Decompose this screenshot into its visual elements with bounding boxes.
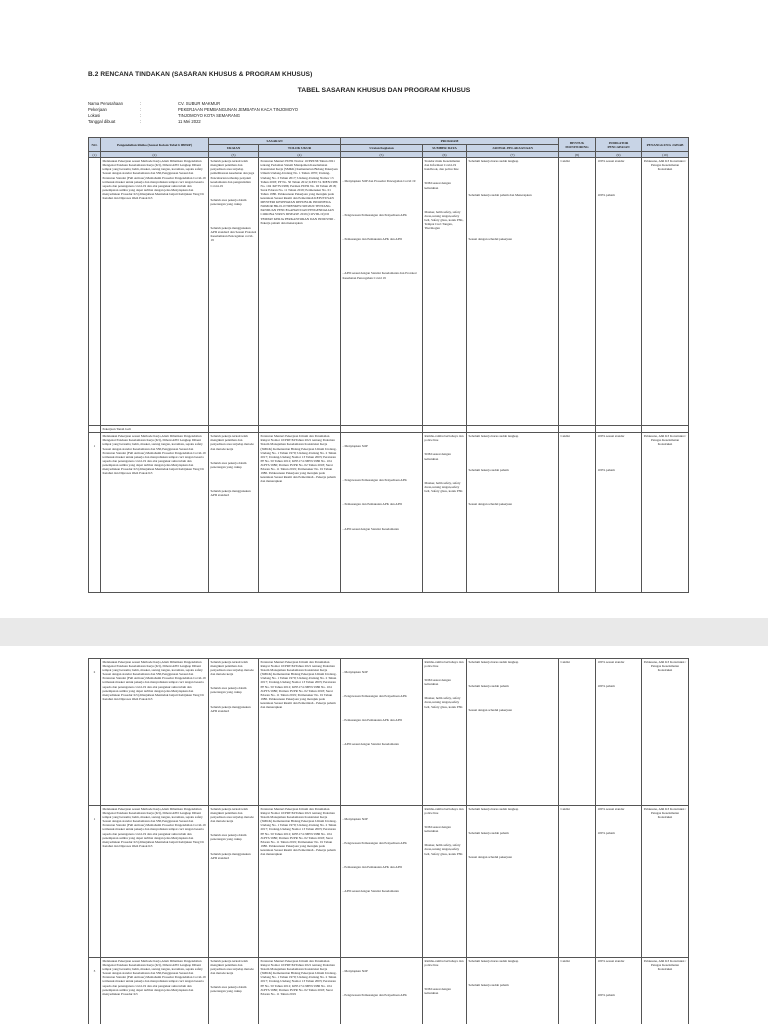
monitoring-cell: Ceklist	[559, 158, 596, 426]
kegiatan-item: - Pemasangan dan Pemakaian APK dan APD	[342, 502, 402, 507]
row-number	[89, 158, 101, 426]
sumber-daya-cell	[423, 659, 467, 806]
col-number: (4)	[259, 152, 341, 158]
col-number: (6)	[423, 152, 467, 158]
monitoring-cell: Ceklist	[559, 806, 596, 958]
jadwal-item: Sebelum bekerja sudah paham dan Menerapkan	[468, 193, 532, 198]
tolok-ukur-text: Peraturan Menteri Pekerjaan Umum dan Perumahan Rakyat Nomor 10/PRT/M/Tahun 2021 tentang Pedoman Sistem Manajemen Keselamatan Konstruksi Kerja (SMKK) Kementerian Bidang Pekerjaan Umum Undang-Undang No. 1 Tahun 1970; Undang-Undang No. 2 Tahun 2017; Undang-Undang Nomor 13 Tahun 2003; Peraturan PP No. 50 Tahun 2012; KEP.174 /MEN/1986 No. 104 /KPTS/1986; Permen PUPR No. 02 Tahun 2018; Surat Edaran No. 11 Tahun 2019; Permenaker No. 01 Tahun 1980. Pelaksanaan Pekerjaan yang merujuk pada ketentuan Sesuai Resmi dan Pemerintah - Pekerja paham dan menerapkan	[259, 433, 341, 593]
indikator-item: 100% paham	[597, 684, 615, 689]
info-separator: :	[140, 101, 142, 106]
row-number-value: 2	[93, 670, 96, 674]
col-uraian-kegiatan: Uraian Kegiatan	[341, 145, 423, 152]
table-row	[89, 958, 689, 1024]
kegiatan-cell	[341, 659, 423, 806]
info-value: TINJOMOYO KOTA SEMARANG	[178, 112, 241, 118]
jadwal-item: Sebelum bekerja harus sudah lengkap	[468, 959, 519, 963]
uraian-item: Seluruh area pekerja dalam penerangan yang cukup	[210, 833, 247, 842]
uraian-item: Seluruh area pekerja dalam penerangan yang cukup	[210, 985, 247, 994]
row-number-value: 1	[93, 444, 96, 449]
row-number-value: 3	[93, 969, 96, 973]
table-row	[89, 158, 689, 426]
uraian-cell	[209, 806, 259, 958]
col-number: (1)	[89, 152, 101, 158]
tolok-ukur-text: Peraturan Menteri Pekerjaan Umum dan Perumahan Rakyat Nomor 10/PRT/M/Tahun 2021 tentang Pedoman Sistem Manajemen Keselamatan Konstruksi Kerja (SMKK) Kementerian Bidang Pekerjaan Umum Undang-Undang No. 1 Tahun 1970; Undang-Undang No. 2 Tahun 2017; Undang-Undang Nomor 13 Tahun 2003; Peraturan PP No. 50 Tahun 2012; KEP.174 /MEN/1986 No. 104 /KPTS/1986; Permen PUPR No. 02 Tahun 2018; Surat Edaran No. 11 Tahun 2019; Permenaker No. 01 Tahun 1980. Pelaksanaan Pekerjaan yang merujuk pada ketentuan Sesuai Resmi dan Pemerintah - Pekerja paham dan menerapkan	[259, 806, 341, 958]
uraian-item: Seluruh pekerja menggunakan APD standard	[210, 488, 251, 497]
jadwal-item: Sebelum bekerja harus sudah lengkap	[468, 807, 519, 811]
empty-cell	[341, 426, 423, 433]
row-number	[89, 426, 101, 433]
sumber-item: Rambu-rambu berbahaya dan police line	[424, 959, 464, 968]
col-risk-control: Pengendalian Risiko (Sesuai Kolom Tabel 6 IBPRP)	[101, 138, 209, 152]
sumber-item: SDM sesuai dengan kebutuhan	[424, 678, 451, 687]
uraian-item: Seluruh pekerja terkait telah mengikuti pelatihan dan penyediaan area terjadap pemeliharaan kesehatan dan juga Pencaharian terhadap penyakit keselamatan dan pengendalian Covid-19	[210, 159, 255, 188]
col-number: (2)	[101, 152, 209, 158]
table-row	[89, 659, 689, 806]
jadwal-item: Sebelum bekerja sudah paham	[468, 684, 509, 689]
col-tolok-ukur: TOLOK UKUR	[259, 145, 341, 152]
kegiatan-item: - Pengawasan Pemasangan dan Penyediaan APK	[342, 694, 407, 699]
sumber-item: Masker, helm safety, safety dress,sarung tangan,safety belt, Safety glass, kotak P3K	[424, 480, 463, 493]
row-number	[89, 958, 101, 1024]
monitoring-cell: Ceklist	[559, 433, 596, 593]
uraian-cell	[209, 433, 259, 593]
kegiatan-item: - Pengawasan Pemasangan dan Penyediaan APK	[342, 478, 407, 483]
col-number: (9)	[596, 152, 642, 158]
kegiatan-item: - Menyiapkan SOP dan Prosedur Pencegahan Covid 19	[342, 179, 416, 184]
kegiatan-item: - Menyiapkan SOP	[342, 969, 368, 973]
tolok-ukur-text: Peraturan Menteri PUPR Nomor 10/PRT/M/Tahun 2021 tentang Pedoman Sistem Manajemen Keselamatan Konstruksi Kerja (SMKK) Kementerian Bidang Pekerjaan Umum Undang-Undang No. 1 Tahun 1970; Undang-Undang No. 2 Tahun 2017; Undang-Undang Nomor 13 Tahun 2003; PP No. 50 Tahun 2012; KEP.174 /MEN/1986 No. 104 /KPTS/1986; Permen PUPR No. 02 Tahun 2018; Surat Edaran No. 11 Tahun 2019; Permenaker No. 01 Tahun 1980. Pelaksanaan Pekerjaan yang merujuk pada ketentuan Sesuai Resmi dan Pemerintah KEPUTUSAN MENTERI KESEHATAN REPUBLIK INDONESIA NOMOR HK.01.07/MENKES/328/2020 TENTANG PANDUAN PENCEGAHAN DAN PENGENDALIAN CORONA VIRUS DISEASE 2019 (COVID-19) DI TEMPAT KERJA PERKANTORAN DAN INDUSTRI - Pekerja paham dan menerapkan	[259, 158, 341, 426]
col-no: NO.	[89, 138, 101, 152]
indikator-item: 100% paham	[597, 993, 615, 998]
info-separator: :	[140, 118, 142, 124]
program-table-page-1	[88, 137, 689, 593]
sumber-daya-cell	[423, 958, 467, 1024]
kegiatan-cell	[341, 958, 423, 1024]
uraian-item: Seluruh pekerja menggunakan APD standard dan Sesuai Protokol Keselamatan Pencegahan covid-19	[210, 226, 257, 243]
empty-cell	[596, 426, 642, 433]
indikator-cell	[596, 433, 642, 593]
uraian-item: Seluruh area pekerja dalam penerangan yang cukup	[210, 197, 247, 206]
uraian-item: Seluruh pekerja terkait telah mengikuti pelatihan dan penyediaan area terjadap metode dan metode kerja	[210, 660, 254, 677]
sumber-daya-cell	[423, 433, 467, 593]
col-jadwal: JADWAL PELAKSANAAN	[467, 145, 559, 152]
col-number: (7)	[467, 152, 559, 158]
section-title: B.2 RENCANA TINDAKAN (SASARAN KHUSUS & PROGRAM KHUSUS)	[88, 71, 313, 78]
risk-control-text: Melakukan Pekerjaan sesuai Methode Kerja,Alam Dibutikan Pengendalian Mengenai Panduan Keselamatan Kerja (K3), Dibeni APD Lengkap Dibeni tempat yang bersama; helm, masker, sarung tangan, kacamata, sepatu safety Sesuai dengan standar Keselamatan dan SNI,Penggunaan Sesuai dan Peraturan Standar (Full Armour) Memahami Prosedur Pengendalian Covid-19 termasuk masker untuk pekerja dan menyediakan tempat cuci tangan beserta sepeda dan penanganan covid-19 dan alat pengukur suhu tubuh dan penempatan sambu yang dapat terlihat dengan jelas.Menyiapkan dan menyediakan Prosedur K3 (dilanjutkan Menindak lanjuti Kebijakan Yang Di Ketahui dan Diproses Oleh Pokok K3	[101, 158, 209, 426]
jadwal-cell	[467, 806, 559, 958]
empty-cell	[259, 426, 341, 433]
info-label: Lokasi	[88, 112, 101, 118]
sumber-item: SDM sesuai dengan kebutuhan	[424, 181, 451, 190]
table-row	[89, 433, 689, 593]
indikator-item: 100% sesuai standar	[597, 159, 625, 164]
jadwal-item: Sesuai dengan schedul pekerjaan	[468, 708, 512, 713]
indikator-item: 100% sesuai standar	[597, 959, 625, 963]
sumber-item: SDM sesuai dengan kebutuhan	[424, 452, 451, 461]
uraian-item: Seluruh pekerja terkait telah mengikuti pelatihan dan penyediaan area terjadap metode dan metode kerja	[210, 959, 254, 976]
sumber-daya-cell	[423, 806, 467, 958]
kegiatan-cell	[341, 433, 423, 593]
indikator-cell	[596, 806, 642, 958]
uraian-item: Seluruh area pekerja dalam penerangan yang cukup	[210, 686, 247, 695]
jadwal-item: Sebelum bekerja harus sudah lengkap	[468, 159, 519, 164]
col-sasaran: SASARAN	[209, 138, 341, 145]
kegiatan-item: - Menyiapkan SOP	[342, 817, 368, 821]
jadwal-cell	[467, 158, 559, 426]
kegiatan-item: - Pengawasan Pemasangan dan Penyediaan APK	[342, 993, 407, 998]
sumber-item: Rambu-rambu berbahaya dan police line	[424, 807, 464, 816]
sumber-item: SDM sesuai dengan kebutuhan	[424, 987, 451, 996]
penanggung-jawab-cell: Pelaksana, Ahli K3 Konstruksi / Petugas Keselamatan Konstruksi	[642, 433, 689, 593]
uraian-item: Seluruh pekerja terkait telah mengikuti pelatihan dan penyediaan area terjadap metode dan metode kerja	[210, 434, 254, 451]
row-number	[89, 659, 101, 806]
table-row	[89, 426, 689, 433]
risk-control-text: Melakukan Pekerjaan sesuai Methode Kerja,Alam Dibutikan Pengendalian Mengenai Panduan Keselamatan Kerja (K3), Dibeni APD Lengkap Dibeni tempat yang bersama; helm, masker, sarung tangan, kacamata, sepatu safety Sesuai dengan standar Keselamatan dan SNI,Penggunaan Sesuai dan Peraturan Standar (Full Armour) Memahami Prosedur Pengendalian Covid-19 termasuk masker untuk pekerja dan menyediakan tempat cuci tangan beserta sepeda dan penanganan covid-19 dan alat pengukur suhu tubuh dan penempatan sambu yang dapat terlihat dengan jelas.Menyiapkan dan menyediakan Prosedur K3 (dilanjutkan Menindak lanjuti Kebijakan Yang Di Ketahui dan Diproses Oleh Pokok K3	[101, 806, 209, 958]
indikator-cell	[596, 958, 642, 1024]
col-indikator: INDIKATOR PENCAPAIAN	[596, 138, 642, 152]
col-penanggung-jawab: PENANGGUNG JAWAB	[642, 138, 689, 152]
uraian-cell	[209, 158, 259, 426]
tolok-ukur-text: Peraturan Menteri Pekerjaan Umum dan Perumahan Rakyat Nomor 10/PRT/M/Tahun 2021 tentang Pedoman Sistem Manajemen Keselamatan Konstruksi Kerja (SMKK) Kementerian Bidang Pekerjaan Umum Undang-Undang No. 1 Tahun 1970; Undang-Undang No. 2 Tahun 2017; Undang-Undang Nomor 13 Tahun 2003; Peraturan PP No. 50 Tahun 2012; KEP.174 /MEN/1986 No. 104 /KPTS/1986; Permen PUPR No. 02 Tahun 2018; Surat Edaran No. 11 Tahun 2019	[259, 958, 341, 1024]
tolok-ukur-text: Peraturan Menteri Pekerjaan Umum dan Perumahan Rakyat Nomor 10/PRT/M/Tahun 2021 tentang Pedoman Sistem Manajemen Keselamatan Konstruksi Kerja (SMKK) Kementerian Bidang Pekerjaan Umum Undang-Undang No. 1 Tahun 1970; Undang-Undang No. 2 Tahun 2017; Undang-Undang Nomor 13 Tahun 2003; Peraturan PP No. 50 Tahun 2012; KEP.174 /MEN/1986 No. 104 /KPTS/1986; Permen PUPR No. 02 Tahun 2018; Surat Edaran No. 11 Tahun 2019; Permenaker No. 01 Tahun 1980. Pelaksanaan Pekerjaan yang merujuk pada ketentuan Sesuai Resmi dan Pemerintah - Pekerja paham dan menerapkan	[259, 659, 341, 806]
empty-cell	[423, 426, 467, 433]
penanggung-jawab-cell: Pelaksana, Ahli K3 Konstruksi / Petugas Keselamatan Konstruksi	[642, 659, 689, 806]
row-number	[89, 806, 101, 958]
jadwal-cell	[467, 958, 559, 1024]
jadwal-item: Sebelum bekerja harus sudah lengkap	[468, 434, 519, 439]
sumber-daya-cell	[423, 158, 467, 426]
kegiatan-item: - Menyiapkan SOP	[342, 444, 368, 449]
jadwal-cell	[467, 433, 559, 593]
indikator-item: 100% paham	[597, 468, 615, 473]
sumber-item: Rambu-rambu berbahaya dan police line	[424, 660, 464, 669]
block-title: Pekerjaan Tanah Galt	[101, 426, 209, 433]
penanggung-jawab-cell: Pelaksana, Ahli K3 Konstruksi / Petugas Keselamatan Konstruksi	[642, 806, 689, 958]
monitoring-cell: Ceklist	[559, 659, 596, 806]
kegiatan-item: - Pemasangan dan Pemakaian APK dan APD	[342, 237, 402, 242]
col-number: (10)	[642, 152, 689, 158]
uraian-item: Seluruh area pekerja dalam penerangan yang cukup	[210, 460, 247, 469]
monitoring-cell: Ceklist	[559, 958, 596, 1024]
kegiatan-item: - APD sesuai dengan Standar Keselamatan	[342, 889, 399, 894]
kegiatan-item: - Menyiapkan SOP	[342, 670, 368, 674]
kegiatan-item: - Pengawasan Pemasangan dan Penyediaan APK	[342, 841, 407, 846]
info-value: PEKERJAAN PEMBANGUNAN JEMBATAN KACA TINJOMOYO	[178, 106, 299, 112]
sumber-item: Rambu-rambu berbahaya dan police line	[424, 434, 464, 443]
indikator-cell	[596, 659, 642, 806]
risk-control-text: Melakukan Pekerjaan sesuai Methode Kerja,Alam Dibutikan Pengendalian Mengenai Panduan Keselamatan Kerja (K3), Dibeni APD Lengkap Dibeni tempat yang bersama; helm, masker, sarung tangan, kacamata, sepatu safety Sesuai dengan standar Keselamatan dan SNI,Penggunaan Sesuai dan Peraturan Standar (Full Armour) Memahami Prosedur Pengendalian Covid-19 termasuk masker untuk pekerja dan menyediakan tempat cuci tangan beserta sepeda dan penanganan covid-19 dan alat pengukur suhu tubuh dan penempatan sambu yang dapat terlihat dengan jelas.Menyiapkan dan menyediakan Prosedur K3 (dilanjutkan Menindak lanjuti Kebijakan Yang Di Ketahui dan Diproses Oleh Pokok K3	[101, 433, 209, 593]
document-page-2	[0, 646, 768, 1024]
info-separator: :	[140, 106, 142, 112]
empty-cell	[467, 426, 559, 433]
jadwal-item: Sebelum bekerja sudah paham	[468, 983, 509, 988]
sumber-item: Masker, helm safety, safety dress,sarung tangan,safety belt, Safety glass, kotak P3K	[424, 696, 463, 709]
program-table-page-2	[88, 658, 689, 1024]
sumber-item: Masker, helm safety, safety dress,sarung tangan,safety belt, Safety glass, kotak P3K	[424, 843, 463, 856]
table-title: TABEL SASARAN KHUSUS DAN PROGRAM KHUSUS	[297, 87, 471, 94]
uraian-item: Seluruh pekerja menggunakan APD standard	[210, 851, 251, 860]
info-value: CV. SUBUR MAKMUR	[178, 101, 221, 106]
empty-cell	[559, 426, 596, 433]
indikator-cell	[596, 158, 642, 426]
risk-control-text: Melakukan Pekerjaan sesuai Methode Kerja,Alam Dibutikan Pengendalian Mengenai Panduan Keselamatan Kerja (K3), Dibeni APD Lengkap Dibeni tempat yang bersama; helm, masker, sarung tangan, kacamata, sepatu safety Sesuai dengan standar Keselamatan dan SNI,Penggunaan Sesuai dan Peraturan Standar (Full Armour) Memahami Prosedur Pengendalian Covid-19 termasuk masker untuk pekerja dan menyediakan tempat cuci tangan beserta sepeda dan penanganan covid-19 dan alat pengukur suhu tubuh dan penempatan sambu yang dapat terlihat dengan jelas.Menyiapkan dan menyediakan Prosedur K3	[101, 958, 209, 1024]
row-number	[89, 433, 101, 593]
jadwal-item: Sesuai dengan schedul pekerjaan	[468, 237, 512, 242]
uraian-cell	[209, 958, 259, 1024]
kegiatan-item: - APD sesuai dengan Standar Keselamatan dan Protokol Kesehatan Pencegahan Covid 19	[342, 271, 417, 280]
company-info	[88, 101, 298, 125]
indikator-item: 100% paham	[597, 831, 615, 836]
kegiatan-cell	[341, 806, 423, 958]
kegiatan-item: - APD sesuai dengan Standar Keselamatan	[342, 742, 399, 747]
col-number: (3)	[209, 152, 259, 158]
kegiatan-cell	[341, 158, 423, 426]
col-sumber-daya: SUMBER DAYA	[423, 145, 467, 152]
indikator-item: 100% sesuai standar	[597, 807, 625, 811]
sumber-item: Masker, helm safety, safety dress,sarung tangan,safety belt, Safety glass, kotak P3K, Tempat Cuci Tangan, Thermogun	[424, 209, 464, 231]
row-number-value: 1	[93, 817, 96, 821]
col-number: (5)	[341, 152, 423, 158]
col-uraian: URAIAN	[209, 145, 259, 152]
kegiatan-item: - Pemasangan dan Pemakaian APK dan APD	[342, 865, 402, 870]
jadwal-item: Sesuai dengan schedul pekerjaan	[468, 855, 512, 860]
info-value: 11 Mei 2022	[178, 118, 201, 124]
jadwal-item: Sesuai dengan schedul pekerjaan	[468, 502, 512, 507]
kegiatan-item: - Pengawasan Pemasangan dan Penyediaan APK	[342, 213, 407, 218]
empty-cell	[642, 426, 689, 433]
info-row	[88, 119, 298, 125]
kegiatan-item: - APD sesuai dengan Standar Keselamatan	[342, 526, 399, 531]
uraian-item: Seluruh pekerja menggunakan APD standard	[210, 704, 251, 713]
penanggung-jawab-cell: Pelaksana, Ahli K3 Konstruksi / Petugas Keselamatan Konstruksi	[642, 958, 689, 1024]
col-monitoring: BENTUK MONITORING	[559, 138, 596, 152]
indikator-item: 100% sesuai standar	[597, 660, 625, 664]
risk-control-text: Melakukan Pekerjaan sesuai Methode Kerja,Alam Dibutikan Pengendalian Mengenai Panduan Keselamatan Kerja (K3), Dibeni APD Lengkap Dibeni tempat yang bersama; helm, masker, sarung tangan, kacamata, sepatu safety Sesuai dengan standar Keselamatan dan SNI,Penggunaan Sesuai dan Peraturan Standar (Full Armour) Memahami Prosedur Pengendalian Covid-19 termasuk masker untuk pekerja dan menyediakan tempat cuci tangan beserta sepeda dan penanganan covid-19 dan alat pengukur suhu tubuh dan penempatan sambu yang dapat terlihat dengan jelas.Menyiapkan dan menyediakan Prosedur K3 (dilanjutkan Menindak lanjuti Kebijakan Yang Di Ketahui dan Diproses Oleh Pokok K3	[101, 659, 209, 806]
jadwal-item: Sebelum bekerja sudah paham	[468, 831, 509, 836]
sumber-item: Standar mutu Keselamatan dan Informasi Covid-19 handbook, dan police line	[424, 159, 461, 172]
penanggung-jawab-cell: Pelaksana, Ahli K3 Konstruksi / Petugas Keselamatan Konstruksi	[642, 158, 689, 426]
jadwal-item: Sebelum bekerja sudah paham	[468, 468, 509, 473]
kegiatan-item: - Pemasangan dan Pemakaian APK dan APD	[342, 718, 402, 723]
empty-cell	[209, 426, 259, 433]
info-label: Tanggal dibuat	[88, 118, 116, 124]
info-separator: :	[140, 112, 142, 118]
jadwal-cell	[467, 659, 559, 806]
info-label: Nama Perusahaan	[88, 101, 123, 106]
indikator-item: 100% sesuai standar	[597, 434, 625, 439]
info-label: Pekerjaan	[88, 106, 107, 112]
uraian-item: Seluruh pekerja terkait telah mengikuti pelatihan dan penyediaan area terjadap metode dan metode kerja	[210, 807, 254, 824]
sumber-item: SDM sesuai dengan kebutuhan	[424, 825, 451, 834]
col-program: PROGRAM	[341, 138, 559, 145]
indikator-item: 100% paham	[597, 193, 615, 198]
jadwal-item: Sebelum bekerja harus sudah lengkap	[468, 660, 519, 664]
col-number: (8)	[559, 152, 596, 158]
uraian-cell	[209, 659, 259, 806]
table-row	[89, 806, 689, 958]
